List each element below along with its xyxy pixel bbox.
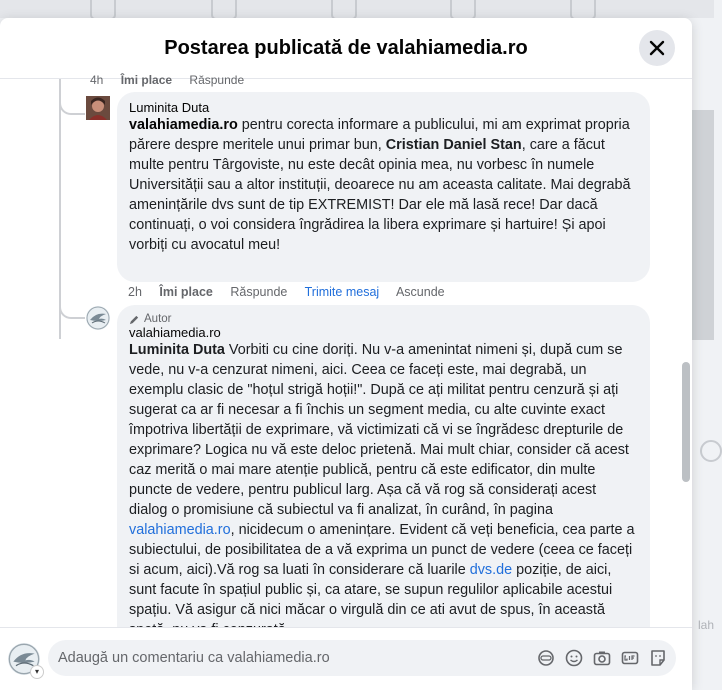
chart-icon [331,0,357,20]
comment-bubble [117,92,650,282]
emoji-icon [565,649,583,667]
comments-area[interactable] [0,73,692,627]
hide-button[interactable]: Ascunde [395,285,445,299]
megaphone-icon [450,0,476,20]
camera-icon [593,649,611,667]
previous-comment-actions [90,73,258,87]
comment-author[interactable]: Luminita Duta [129,100,210,115]
comment-text-part: poziție, de aici, sunt facute în spațiul public și, ca atare, se supun regulilor aplicabile acestui spațiu. Vă asigur că nici măcar o virgulă din ce ati avut de spus, în această [129,562,613,618]
comment-text-part: Vorbiti cu cine doriți. Nu v-a amenintat nimeni și, după cum se vede, nu v-a cenzurat nimeni, aici. Ceea ce faceți este, mai degrabă, un exemplu clasic de "hoțul strigă hoții!". După ce ați militat pentru cenzură și ați sugerat ca ar fi necesar a fi închis un segment media, cu alte cuvinte exact împotriva libertății de exprimare, vă victimizati că vi se îngrădesc drepturile de exprimare? Logica nu vă este deloc prietenă. Mai mult chiar, consider că acest caz merită o mai mare atenție publică, pentru că este edificator, din multe puncte de vedere, pentru publicul larg. Așa că vă rog să considerați acest dialog o promisiune că subiectul va fi analizat, în curând, în pagina [129,342,629,518]
background-nav-bar [0,0,714,18]
avatar[interactable] [86,96,110,120]
scrollbar[interactable] [682,362,690,482]
sticker-button[interactable] [648,648,668,668]
chevron-down-icon[interactable]: ▾ [30,665,44,679]
comment-text-part: pentru corecta informare a publicului, mi am exprimat propria părere despre meritele unui primar bun, [129,117,630,153]
comment-author[interactable]: valahiamedia.ro [129,325,221,340]
mention-name[interactable]: Cristian Daniel Stan [385,137,522,153]
photo-button[interactable] [592,648,612,668]
avatar-sticker-icon [537,649,555,667]
comment-text [129,340,638,640]
composer-tools [536,648,668,668]
text-link[interactable]: valahiamedia.ro [129,522,231,538]
author-badge [129,313,638,325]
avatar-sticker-button[interactable] [536,648,556,668]
comment-input[interactable] [48,640,676,676]
modal-title: Postarea publicată de valahiamedia.ro [164,37,528,59]
pencil-icon [129,314,140,325]
comment-text-part: , care a făcut multe pentru Târgoviste, nu este decât opinia mea, nu vorbesc în numele Universității sau a altor instituții, deoarece nu am aceasta calitate. Mai degrabă amenințările dvs sunt de tip EXTREMIST! Dar ele mă lasă rece! Dar dacă continuați, o voi considera îngrădirea la libera exprimare și hartuire! Și apoi vorbiți cu avocatul meu! [129,137,631,253]
previous-like-button[interactable]: Îmi place [120,73,173,87]
previous-comment-time: 4h [90,73,104,87]
video-icon [570,0,596,20]
background-icon [700,440,722,462]
comment-time[interactable]: 2h [128,285,142,299]
comment-bubble [117,305,650,645]
flag-icon [211,0,237,20]
sticker-icon [649,649,667,667]
comment-input-placeholder: Adaugă un comentariu ca valahiamedia.ro [58,650,330,666]
like-button[interactable]: Îmi place [159,285,213,299]
close-button[interactable] [639,30,675,66]
reply-button[interactable]: Răspunde [230,285,288,299]
author-badge-label: Autor [144,313,172,325]
background-image [692,110,714,340]
comment-actions [128,285,459,299]
modal-header [0,18,692,79]
send-message-button[interactable]: Trimite mesaj [304,285,380,299]
mention-link[interactable]: valahiamedia.ro [129,117,238,133]
avatar[interactable] [86,306,110,330]
post-modal [0,18,692,689]
home-icon [90,0,116,20]
background-text: lah [697,618,714,632]
previous-reply-button[interactable]: Răspunde [189,73,245,87]
comment-composer [0,627,692,690]
gif-icon [621,649,639,667]
gif-button[interactable] [620,648,640,668]
close-icon [649,40,665,56]
thread-branch [59,295,85,319]
comment-text [129,115,638,255]
emoji-button[interactable] [564,648,584,668]
text-link[interactable]: dvs.de [469,562,513,578]
comment-text-part: , nicidecum o amenințare. Evident că veți beneficia, cea parte a subiectului, de posibilitatea de a vă exprima un punct de vedere (ceea ce faceți si acum, aici).Vă rog sa luati în considerare că luarile [129,522,635,578]
mention-name[interactable]: Luminita Duta [129,342,225,358]
thread-branch [59,91,85,115]
